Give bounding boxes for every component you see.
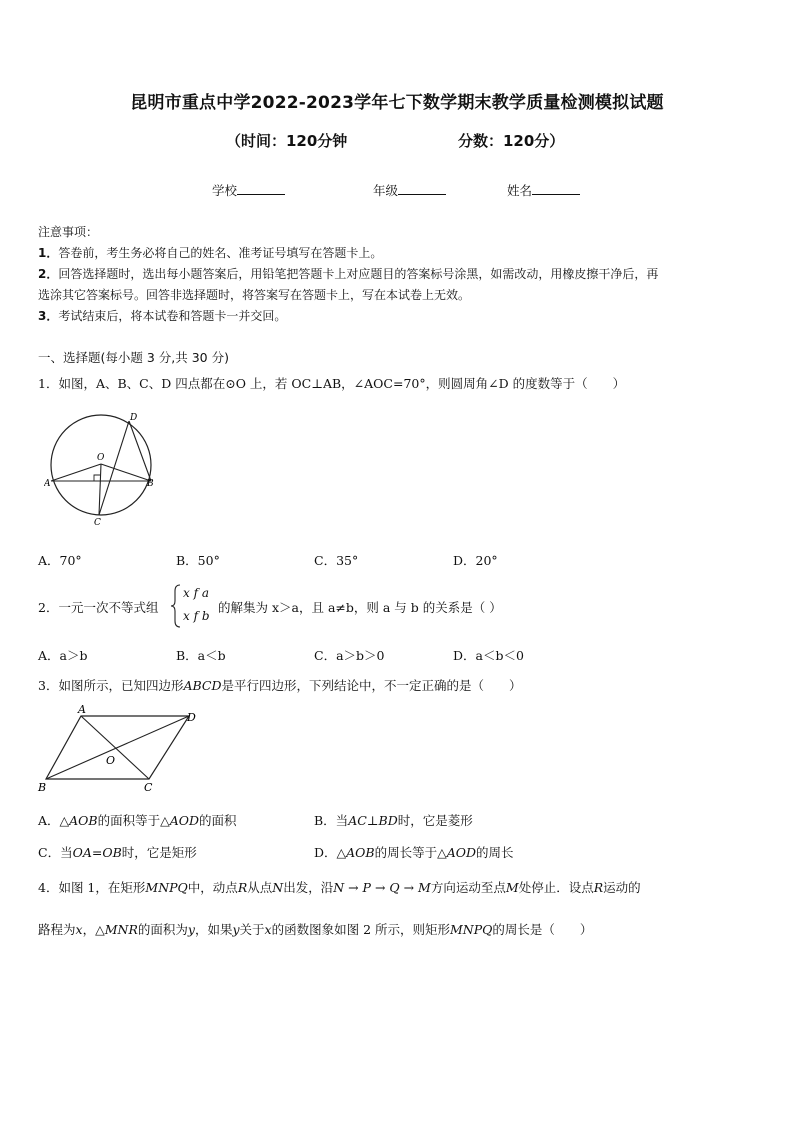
note-2: 2．回答选择题时，选出每小题答案后，用铅笔把答题卡上对应题目的答案标号涂黑，如需改动，用橡皮擦干净后，再	[38, 267, 659, 281]
q2-option-a[interactable]: A．a＞b	[38, 648, 88, 663]
school-label: 学校	[212, 183, 238, 198]
q4-line-1: 4．如图 1，在矩形MNPQ中，动点R从点N出发，沿N → P → Q → M方向运动至点M处停止．设点R运动的	[38, 880, 641, 895]
label-d: D	[130, 413, 138, 423]
q2-option-d[interactable]: D．a＜b＜0	[453, 648, 524, 663]
q1-circle-figure	[44, 410, 160, 530]
q2-row2: x f b	[183, 609, 210, 623]
name-label: 姓名	[507, 183, 533, 198]
school-field[interactable]	[212, 181, 285, 199]
label-o: O	[106, 754, 116, 767]
label-o: O	[97, 453, 105, 463]
q3-option-a[interactable]: A．△AOB的面积等于△AOD的面积	[38, 813, 237, 828]
name-field[interactable]	[507, 181, 580, 199]
label-d: D	[187, 711, 196, 724]
q2-row1: x f a	[183, 586, 209, 600]
note-2-cont: 选涂其它答案标号。回答非选择题时，将答案写在答题卡上，写在本试卷上无效。	[38, 288, 471, 302]
q3-parallelogram-figure	[36, 703, 206, 798]
q3-option-b[interactable]: B．当AC⊥BD时，它是菱形	[314, 813, 473, 828]
q2-option-b[interactable]: B．a＜b	[176, 648, 226, 663]
q1-option-d[interactable]: D．20°	[453, 553, 498, 568]
name-blank[interactable]	[532, 182, 580, 195]
q2-suffix: 的解集为 x＞a，且 a≠b，则 a 与 b 的关系是（ ）	[218, 600, 502, 615]
q2-prefix: 2．一元一次不等式组	[38, 600, 159, 615]
q1-option-a[interactable]: A．70°	[38, 553, 82, 568]
label-b: B	[147, 479, 154, 489]
q2-option-c[interactable]: C．a＞b＞0	[314, 648, 385, 663]
exam-score: 分数：120分）	[458, 132, 565, 150]
label-c: C	[144, 781, 153, 794]
q3-option-c[interactable]: C．当OA=OB时，它是矩形	[38, 845, 197, 860]
note-1: 1．答卷前，考生务必将自己的姓名、准考证号填写在答题卡上。	[38, 246, 383, 260]
grade-label: 年级	[373, 183, 399, 198]
q4-line-2: 路程为x，△MNR的面积为y，如果y关于x的函数图象如图 2 所示，则矩形MNPQ的周长是（ ）	[38, 922, 593, 937]
section-heading: 一、选择题(每小题 3 分,共 30 分)	[38, 350, 229, 365]
q1-option-b[interactable]: B．50°	[176, 553, 220, 568]
label-a: A	[78, 703, 86, 716]
exam-time: （时间：120分钟	[226, 132, 348, 150]
grade-blank[interactable]	[398, 182, 446, 195]
label-c: C	[94, 518, 101, 528]
label-a: A	[44, 479, 51, 489]
q1-text: 1．如图，A、B、C、D 四点都在⊙O 上，若 OC⊥AB，∠AOC=70°，则圆周角∠D 的度数等于（ ）	[38, 376, 626, 391]
school-blank[interactable]	[237, 182, 285, 195]
notes-heading: 注意事项：	[38, 225, 99, 239]
q1-option-c[interactable]: C．35°	[314, 553, 359, 568]
page-title: 昆明市重点中学2022-2023学年七下数学期末教学质量检测模拟试题	[130, 93, 664, 113]
q3-option-d[interactable]: D．△AOB的周长等于△AOD的周长	[314, 845, 514, 860]
label-b: B	[38, 781, 47, 794]
note-3: 3．考试结束后，将本试卷和答题卡一并交回。	[38, 309, 287, 323]
brace-icon	[170, 583, 182, 629]
q3-text: 3．如图所示，已知四边形ABCD是平行四边形，下列结论中，不一定正确的是（ ）	[38, 678, 522, 693]
grade-field[interactable]	[373, 181, 446, 199]
